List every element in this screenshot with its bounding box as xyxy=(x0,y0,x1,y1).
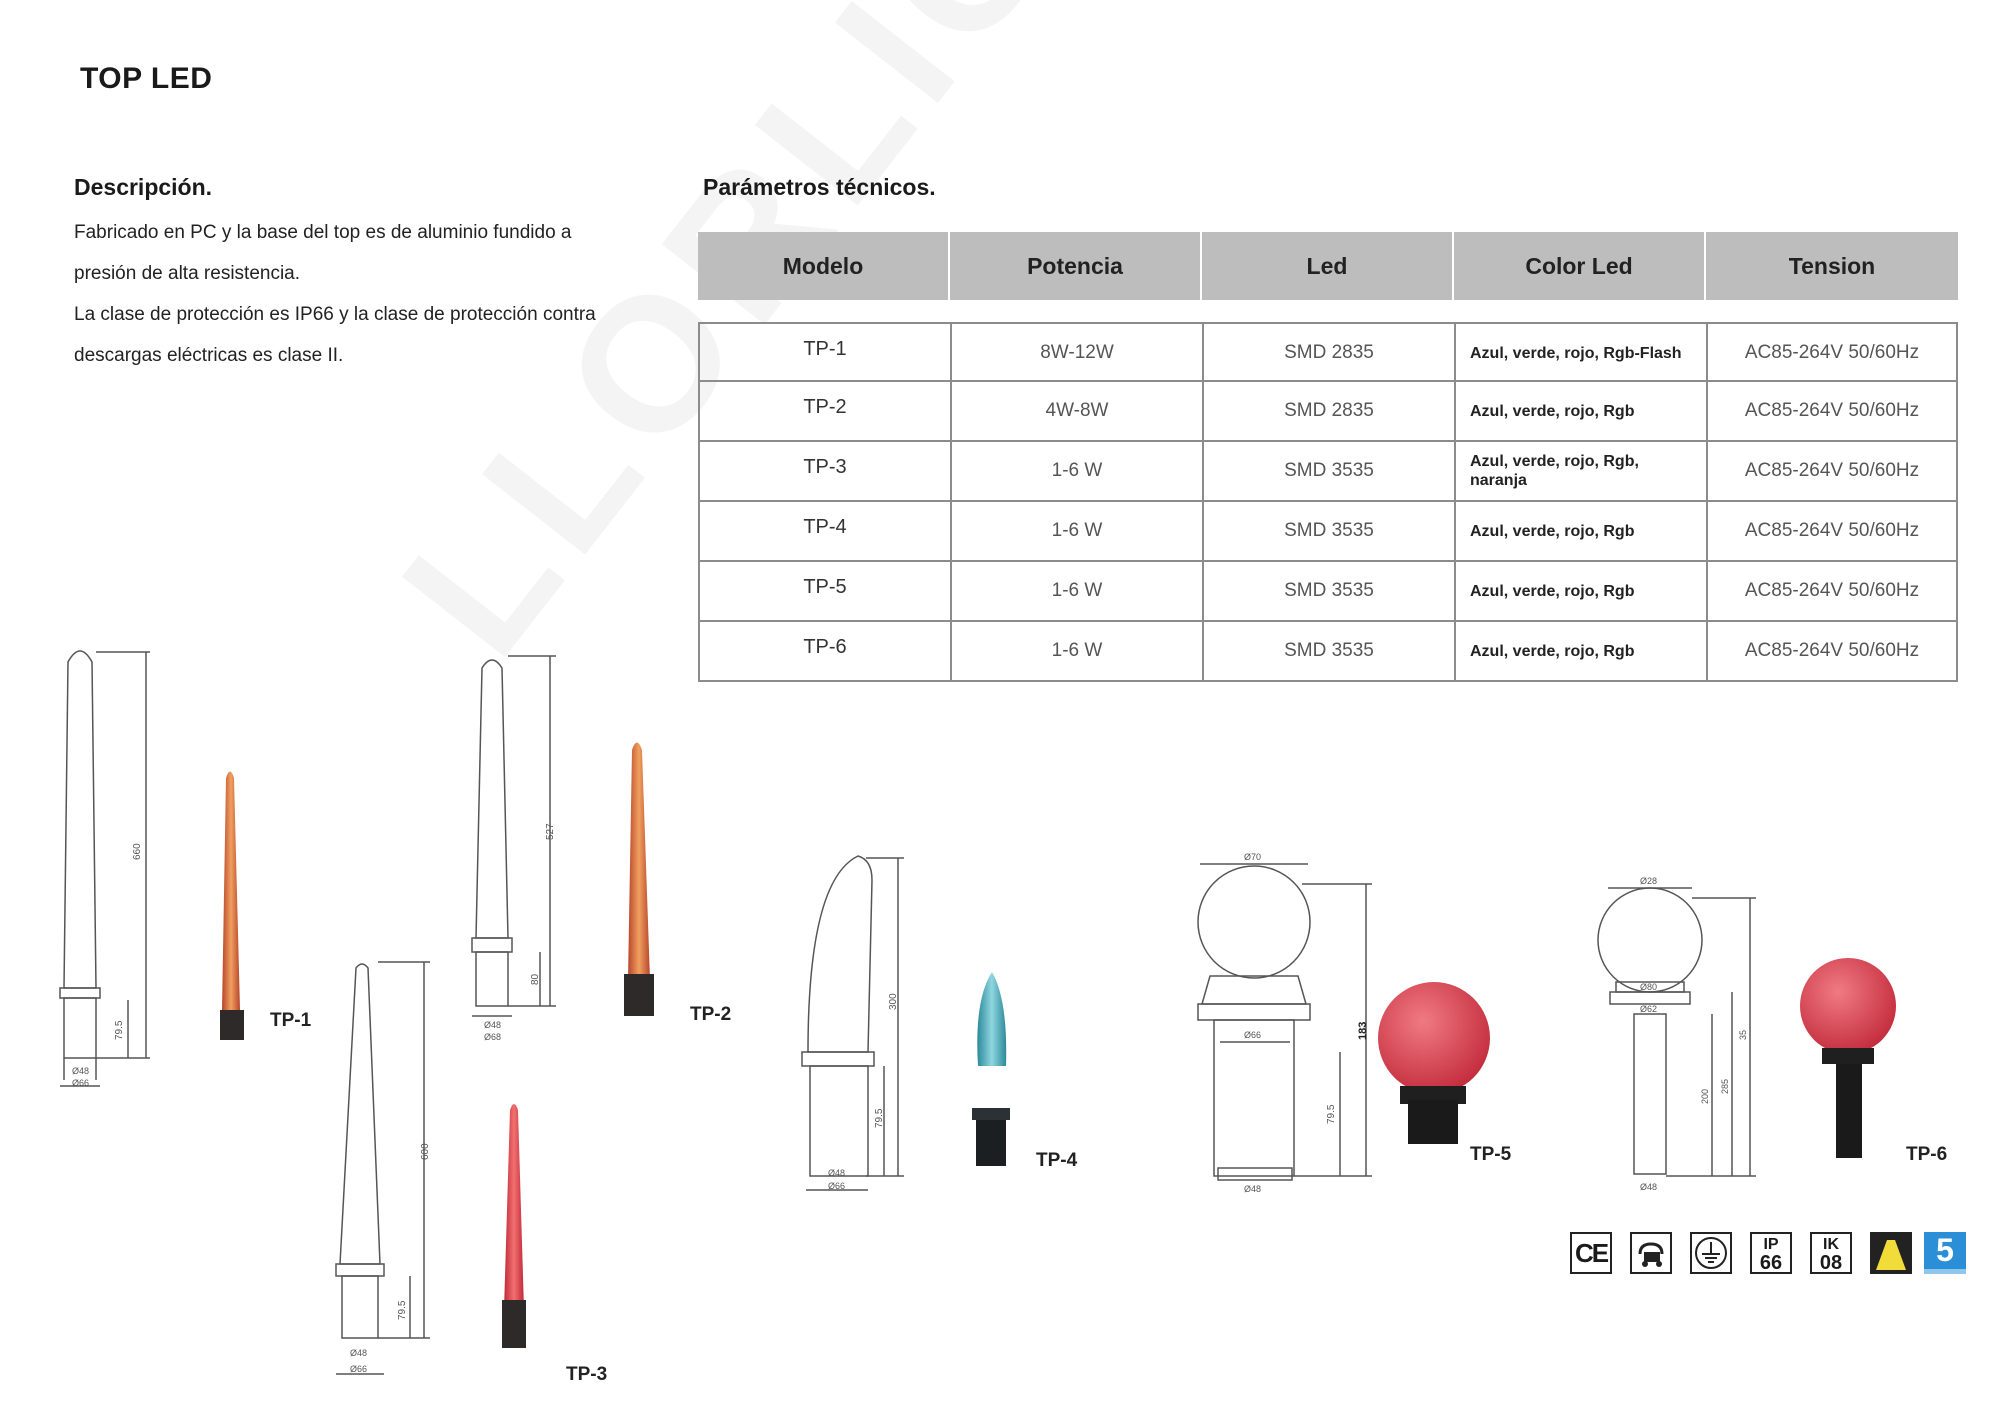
column-header-voltage: Tension xyxy=(1706,232,1958,300)
tp6-dim-d48: Ø48 xyxy=(1640,1182,1658,1192)
cell-power: 1-6 W xyxy=(950,622,1202,680)
tp2-dim-d48: Ø48 xyxy=(484,1020,502,1030)
cell-led: SMD 3535 xyxy=(1202,502,1454,560)
tp6-technical-drawing xyxy=(1598,888,1756,1176)
tp3-label: TP-3 xyxy=(566,1364,608,1385)
tp2-label: TP-2 xyxy=(690,1004,732,1025)
ip66-badge-icon xyxy=(1750,1232,1792,1274)
tp1-dim-base: 79.5 xyxy=(114,1020,125,1040)
page-title: TOP LED xyxy=(80,62,213,95)
cell-voltage: AC85-264V 50/60Hz xyxy=(1706,622,1958,680)
tp2-dim-d68: Ø68 xyxy=(484,1032,502,1042)
parameters-heading: Parámetros técnicos. xyxy=(703,174,936,200)
description-line: La clase de protección es IP66 y la clase de protección contra xyxy=(74,304,596,325)
ik08-badge-icon xyxy=(1810,1232,1852,1274)
ce-mark-icon: CE xyxy=(1570,1232,1612,1274)
tp5-label: TP-5 xyxy=(1470,1144,1512,1165)
description-line: Fabricado en PC y la base del top es de aluminio fundido a xyxy=(74,222,572,243)
tp5-dim-d70: Ø70 xyxy=(1244,852,1262,862)
tp5-dim-d66: Ø66 xyxy=(1244,1030,1262,1040)
ik-badge-top: IK xyxy=(1823,1236,1839,1253)
tp4-dim-base: 79.5 xyxy=(874,1108,885,1128)
cell-color: Azul, verde, rojo, Rgb xyxy=(1454,502,1706,560)
tp3-dim-base: 79.5 xyxy=(397,1300,408,1320)
tp5-dim-base: 79.5 xyxy=(1326,1104,1337,1124)
tp1-dim-d66: Ø66 xyxy=(72,1078,90,1088)
tp6-dim-285: 285 xyxy=(1720,1078,1730,1094)
ground-symbol-icon xyxy=(1690,1232,1732,1274)
column-header-led: Led xyxy=(1202,232,1454,300)
cell-voltage: AC85-264V 50/60Hz xyxy=(1706,382,1958,440)
tp6-label: TP-6 xyxy=(1906,1144,1948,1165)
warranty-5-years-icon: 5 xyxy=(1924,1232,1966,1274)
column-header-model: Modelo xyxy=(698,232,950,300)
tp2-lamp-photo xyxy=(624,743,654,1017)
tp6-dim-d62: Ø62 xyxy=(1640,1004,1658,1014)
cell-model: TP-2 xyxy=(698,382,950,440)
light-beam-icon xyxy=(1870,1232,1912,1274)
ik-badge-bottom: 08 xyxy=(1819,1252,1843,1274)
description-heading: Descripción. xyxy=(74,174,213,200)
cell-power: 1-6 W xyxy=(950,502,1202,560)
cell-model: TP-1 xyxy=(698,324,950,382)
cell-voltage: AC85-264V 50/60Hz xyxy=(1706,562,1958,620)
cell-color: Azul, verde, rojo, Rgb, naranja xyxy=(1454,442,1706,500)
cell-model: TP-5 xyxy=(698,562,950,620)
tp2-technical-drawing xyxy=(472,656,556,1016)
recycle-symbol-icon xyxy=(1630,1232,1672,1274)
tp3-dim-d48: Ø48 xyxy=(350,1348,368,1358)
cell-model: TP-4 xyxy=(698,502,950,560)
cell-power: 1-6 W xyxy=(950,442,1202,500)
tp4-dim-d66: Ø66 xyxy=(828,1181,846,1191)
cell-led: SMD 3535 xyxy=(1202,442,1454,500)
cell-model: TP-6 xyxy=(698,622,950,680)
tp6-dim-35: 35 xyxy=(1738,1029,1748,1040)
tp1-lamp-photo xyxy=(220,772,244,1041)
ip-badge-bottom: 66 xyxy=(1759,1252,1783,1274)
tp3-dim-height: 600 xyxy=(420,1143,431,1160)
tp4-lamp-photo xyxy=(972,972,1010,1166)
tp4-label: TP-4 xyxy=(1036,1150,1078,1171)
tp5-lamp-photo xyxy=(1378,982,1490,1144)
cell-color: Azul, verde, rojo, Rgb-Flash xyxy=(1454,324,1706,382)
tp5-dim-d48: Ø48 xyxy=(1244,1184,1262,1194)
tp3-technical-drawing xyxy=(336,962,430,1374)
tp1-label: TP-1 xyxy=(270,1010,312,1031)
cell-model: TP-3 xyxy=(698,442,950,500)
cell-power: 4W-8W xyxy=(950,382,1202,440)
cell-power: 1-6 W xyxy=(950,562,1202,620)
tp1-dim-height: 660 xyxy=(132,843,143,860)
cell-voltage: AC85-264V 50/60Hz xyxy=(1706,502,1958,560)
tp4-technical-drawing xyxy=(802,856,904,1190)
tp6-dim-d28: Ø28 xyxy=(1640,876,1658,886)
cell-power: 8W-12W xyxy=(950,324,1202,382)
cell-led: SMD 2835 xyxy=(1202,382,1454,440)
cell-voltage: AC85-264V 50/60Hz xyxy=(1706,324,1958,382)
tp6-dim-d80: Ø80 xyxy=(1640,982,1658,992)
column-header-power: Potencia xyxy=(950,232,1202,300)
tp3-lamp-photo xyxy=(502,1104,526,1348)
cell-color: Azul, verde, rojo, Rgb xyxy=(1454,622,1706,680)
tp4-dim-d48: Ø48 xyxy=(828,1168,846,1178)
cell-color: Azul, verde, rojo, Rgb xyxy=(1454,382,1706,440)
tp6-lamp-photo xyxy=(1800,958,1896,1158)
tp2-dim-height: 527 xyxy=(545,823,556,840)
tp1-dim-d48: Ø48 xyxy=(72,1066,90,1076)
ip-badge-top: IP xyxy=(1763,1236,1779,1253)
tp1-technical-drawing xyxy=(60,651,150,1086)
description-line: presión de alta resistencia. xyxy=(74,263,301,284)
cell-voltage: AC85-264V 50/60Hz xyxy=(1706,442,1958,500)
cell-color: Azul, verde, rojo, Rgb xyxy=(1454,562,1706,620)
tp5-dim-height: 183 xyxy=(1357,1021,1369,1040)
tp3-dim-d66: Ø66 xyxy=(350,1364,368,1374)
column-header-color-led: Color Led xyxy=(1454,232,1706,300)
cell-led: SMD 3535 xyxy=(1202,562,1454,620)
tp4-dim-height: 300 xyxy=(888,993,899,1010)
cell-led: SMD 3535 xyxy=(1202,622,1454,680)
tp2-dim-base: 80 xyxy=(530,973,541,985)
tp5-technical-drawing xyxy=(1198,864,1372,1180)
description-line: descargas eléctricas es clase II. xyxy=(74,345,344,366)
cell-led: SMD 2835 xyxy=(1202,324,1454,382)
tp6-dim-200: 200 xyxy=(1700,1088,1710,1104)
